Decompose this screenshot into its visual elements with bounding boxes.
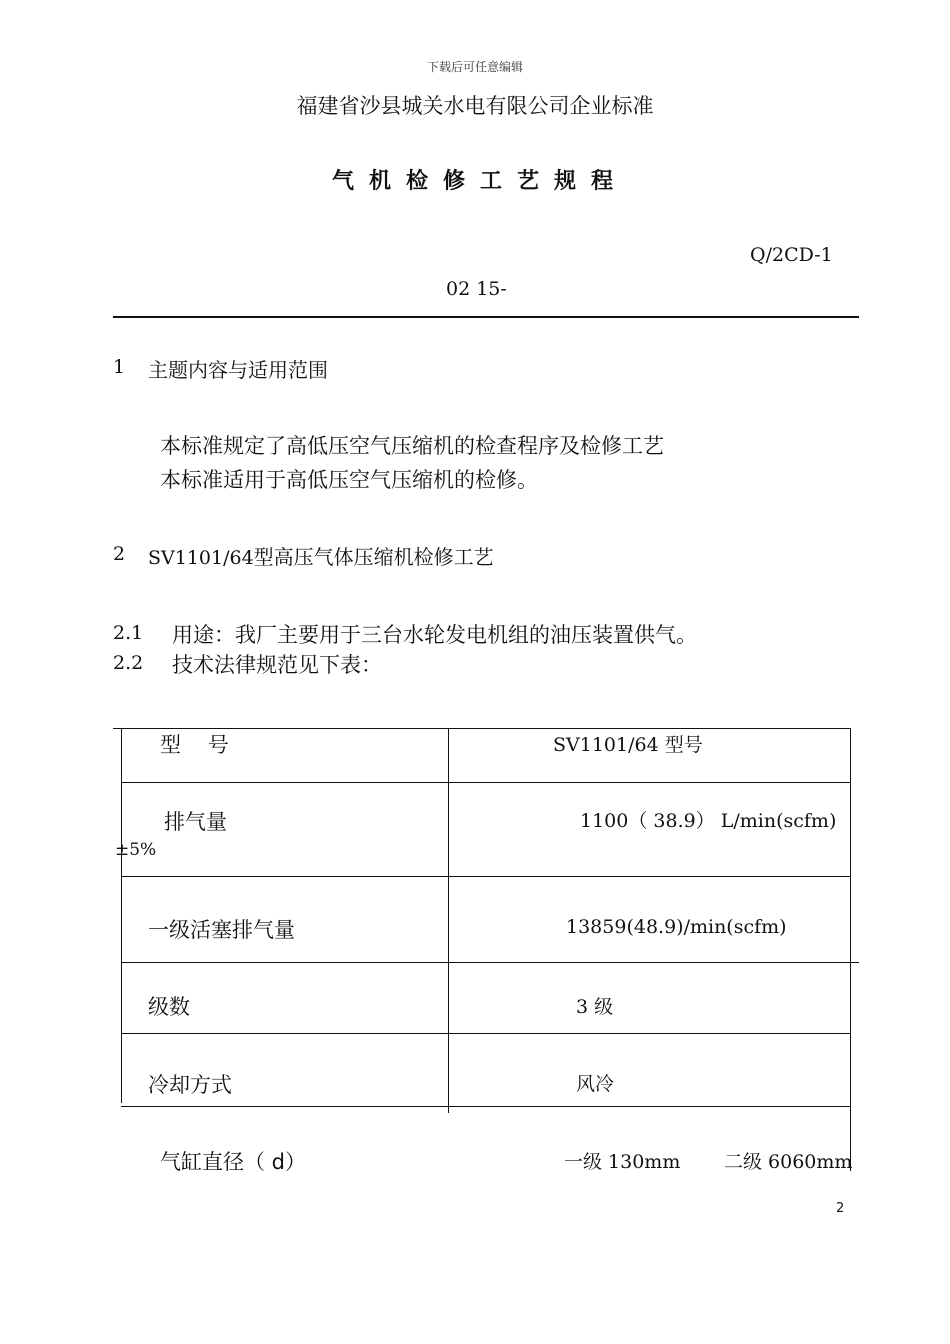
- table-row-note: ±5%: [115, 840, 157, 860]
- section1-paragraph-1: 本标准规定了高低压空气压缩机的检查程序及检修工艺: [160, 434, 664, 458]
- organization-title: 福建省沙县城关水电有限公司企业标准: [296, 94, 654, 118]
- table-divider: [121, 962, 859, 963]
- section2-2-number: 2.2: [113, 652, 144, 674]
- table-row-value: SV1101/64 型号: [553, 734, 703, 756]
- table-row-value: 3 级: [576, 996, 614, 1018]
- table-divider: [121, 1106, 851, 1107]
- table-row-value: 一级 130mm: [564, 1151, 681, 1173]
- table-column-divider: [448, 728, 449, 1113]
- section1-paragraph-2: 本标准适用于高低压空气压缩机的检修。: [160, 468, 538, 492]
- section2-number: 2: [113, 543, 126, 565]
- table-divider: [121, 782, 851, 783]
- table-row-label: 一级活塞排气量: [148, 918, 295, 942]
- header-divider: [113, 316, 859, 318]
- document-title: 气机检修工艺规程: [331, 169, 628, 194]
- table-row-label: 冷却方式: [148, 1073, 232, 1097]
- table-divider: [121, 1033, 851, 1034]
- section1-heading: 主题内容与适用范围: [148, 358, 328, 382]
- section2-2-text: 技术法律规范见下表：: [172, 653, 382, 677]
- section2-model-code: SV1101/64: [148, 547, 254, 569]
- table-border-right: [850, 728, 851, 1171]
- page-number: 2: [836, 1201, 845, 1216]
- section2-1-text: 用途：我厂主要用于三台水轮发电机组的油压装置供气。: [172, 623, 697, 647]
- document-code-line1: Q/2CD-1: [750, 244, 833, 266]
- table-row-label: 排气量: [164, 810, 227, 834]
- document-code-line2: 02 15-: [446, 278, 507, 300]
- section1-number: 1: [113, 356, 126, 378]
- section2-1-number: 2.1: [113, 622, 144, 644]
- table-row-value: 13859(48.9)/min(scfm): [566, 916, 787, 938]
- table-row-value: 风冷: [576, 1073, 615, 1095]
- table-divider: [121, 876, 851, 877]
- table-row-label: 气缸直径（ d）: [160, 1150, 307, 1174]
- section2-heading-text: 型高压气体压缩机检修工艺: [253, 545, 494, 569]
- table-row-label: 级数: [148, 995, 190, 1019]
- header-note: 下载后可任意编辑: [426, 60, 523, 74]
- section2-heading: [148, 541, 494, 570]
- table-row-value: 二级 6060mm: [724, 1151, 853, 1173]
- table-row-value: 1100（ 38.9） L/min(scfm): [580, 810, 837, 832]
- table-row-label: 型 号: [160, 733, 229, 757]
- table-border-left: [121, 728, 122, 1103]
